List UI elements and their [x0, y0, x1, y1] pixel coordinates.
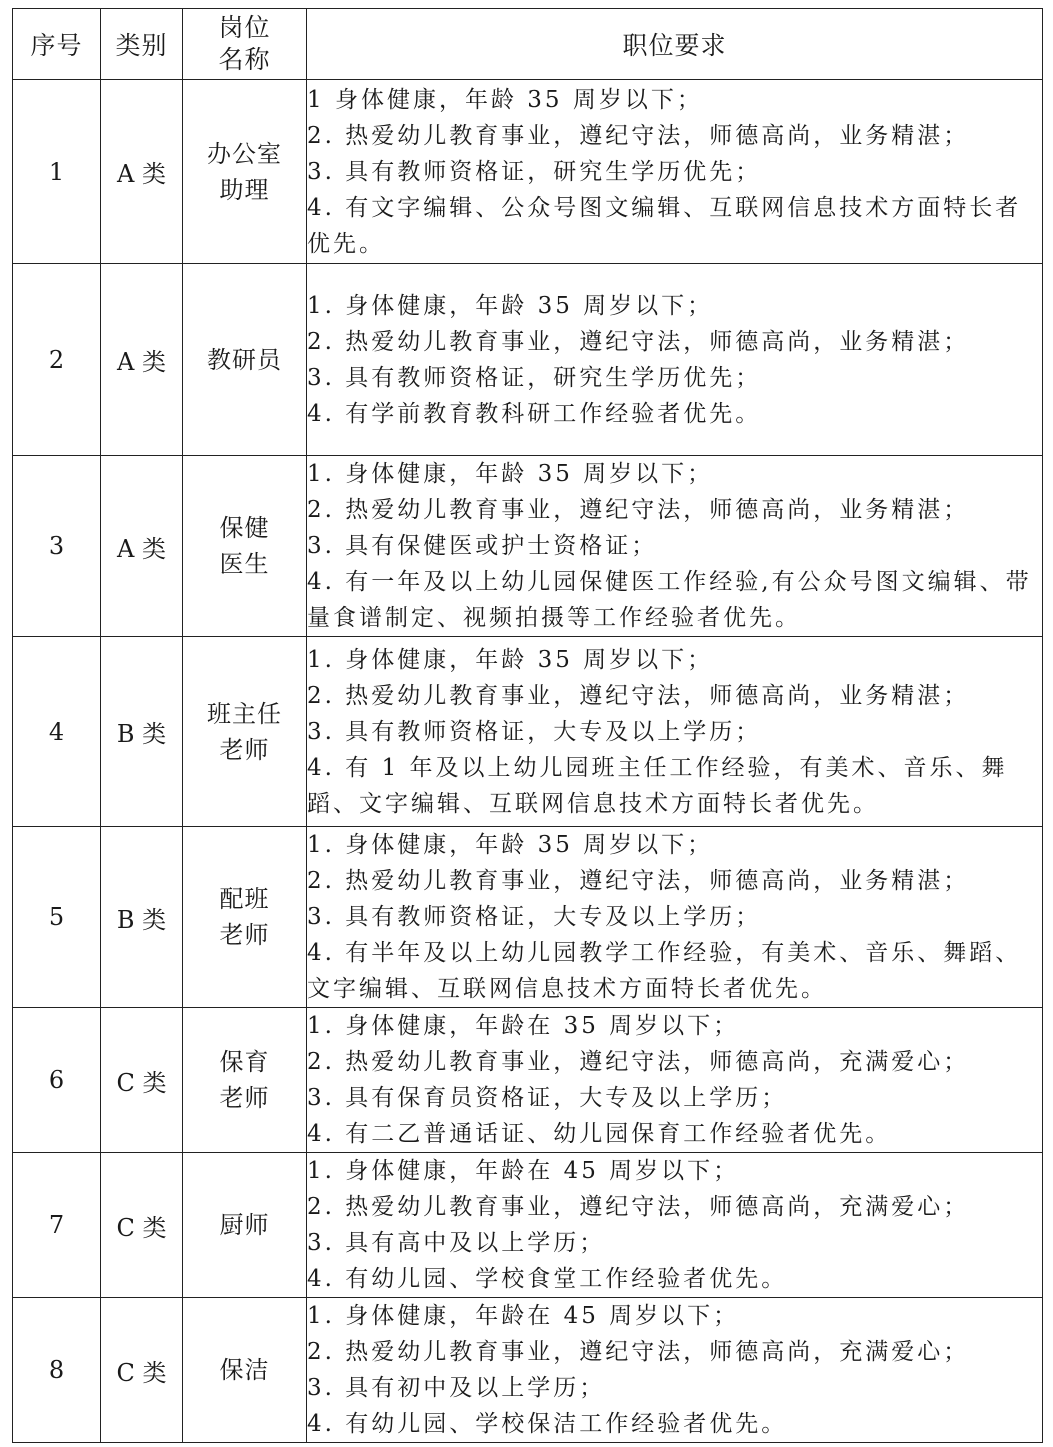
requirement-item: 1. 身体健康，年龄 35 周岁以下； — [307, 292, 714, 319]
position-name-cell — [183, 1153, 307, 1298]
position-name-cell — [183, 827, 307, 1008]
serial-number-cell: 8 — [13, 1298, 101, 1443]
table-row — [13, 827, 1043, 1008]
position-name-cell — [183, 80, 307, 264]
requirements-list — [307, 288, 1042, 432]
requirement-item: 2. 热爱幼儿教育事业，遵纪守法，师德高尚，业务精湛； — [307, 868, 970, 894]
header-position-name — [183, 9, 307, 80]
requirement-item: 2. 热爱幼儿教育事业，遵纪守法，师德高尚，充满爱心； — [307, 1049, 970, 1075]
requirement-item: 4. 有 1 年及以上幼儿园班主任工作经验，有美术、音乐、舞蹈、文字编辑、互联网信息技术方面特长者优先。 — [307, 754, 1008, 817]
table-header-row — [13, 9, 1043, 80]
position-name-cell — [183, 456, 307, 637]
category-cell: A 类 — [101, 80, 183, 264]
category-cell: C 类 — [101, 1153, 183, 1298]
position-name-line: 医生 — [219, 550, 270, 578]
requirements-list — [307, 1153, 1042, 1297]
requirement-item: 1 身体健康，年龄 35 周岁以下； — [307, 86, 703, 113]
requirement-item: 3. 具有初中及以上学历； — [307, 1375, 606, 1401]
requirements-cell — [307, 80, 1043, 264]
position-name-cell — [183, 264, 307, 456]
requirement-item: 1. 身体健康，年龄 35 周岁以下； — [307, 646, 714, 673]
category-cell: C 类 — [101, 1008, 183, 1153]
requirement-item: 4. 有幼儿园、学校食堂工作经验者优先。 — [307, 1266, 788, 1292]
position-name-line: 办公室 — [207, 139, 282, 168]
position-name-line: 保育 — [219, 1048, 270, 1076]
category-cell: A 类 — [101, 456, 183, 637]
requirements-cell — [307, 1298, 1043, 1443]
requirement-item: 3. 具有教师资格证，大专及以上学历； — [307, 718, 762, 745]
requirement-item: 1. 身体健康，年龄在 45 周岁以下； — [307, 1303, 740, 1329]
requirements-list — [307, 456, 1042, 636]
position-name-line: 厨师 — [219, 1211, 270, 1239]
position-name-line: 教研员 — [207, 345, 282, 374]
requirements-list — [307, 827, 1042, 1007]
job-requirements-table — [12, 8, 1043, 1443]
requirement-item: 1. 身体健康，年龄在 35 周岁以下； — [307, 1013, 740, 1039]
requirements-cell — [307, 264, 1043, 456]
header-position-name-line2: 名称 — [218, 45, 271, 74]
position-name-line: 老师 — [219, 921, 270, 949]
table-row — [13, 456, 1043, 637]
position-name-cell — [183, 637, 307, 827]
position-name-line: 配班 — [219, 885, 270, 913]
table-row — [13, 1008, 1043, 1153]
requirement-item: 3. 具有教师资格证，研究生学历优先； — [307, 158, 762, 185]
requirements-cell — [307, 827, 1043, 1008]
position-name-line: 保健 — [219, 514, 270, 542]
requirement-item: 4. 有半年及以上幼儿园教学工作经验，有美术、音乐、舞蹈、文字编辑、互联网信息技术方面特长者优先。 — [307, 940, 1022, 1002]
requirement-item: 3. 具有教师资格证，大专及以上学历； — [307, 904, 762, 930]
category-cell: C 类 — [101, 1298, 183, 1443]
table-row — [13, 1298, 1043, 1443]
requirement-item: 4. 有一年及以上幼儿园保健医工作经验,有公众号图文编辑、带量食谱制定、视频拍摄等工作经验者优先。 — [307, 569, 1032, 631]
requirement-item: 2. 热爱幼儿教育事业，遵纪守法，师德高尚，业务精湛； — [307, 122, 970, 149]
requirements-list — [307, 1008, 1042, 1152]
table-body — [13, 80, 1043, 1443]
category-cell: B 类 — [101, 827, 183, 1008]
requirement-item: 4. 有幼儿园、学校保洁工作经验者优先。 — [307, 1411, 788, 1437]
requirement-item: 1. 身体健康，年龄 35 周岁以下； — [307, 832, 714, 858]
position-name-line: 助理 — [219, 175, 270, 204]
table-row — [13, 264, 1043, 456]
serial-number-cell: 7 — [13, 1153, 101, 1298]
requirement-item: 3. 具有教师资格证，研究生学历优先； — [307, 364, 762, 391]
serial-number-cell: 5 — [13, 827, 101, 1008]
table-row — [13, 80, 1043, 264]
position-name-line: 保洁 — [219, 1356, 270, 1384]
position-name-line: 老师 — [219, 735, 270, 764]
position-name-line: 老师 — [219, 1084, 270, 1112]
category-cell: B 类 — [101, 637, 183, 827]
header-position-name-line1: 岗位 — [218, 13, 271, 42]
requirement-item: 2. 热爱幼儿教育事业，遵纪守法，师德高尚，业务精湛； — [307, 497, 970, 523]
requirement-item: 4. 有二乙普通话证、幼儿园保育工作经验者优先。 — [307, 1121, 892, 1147]
serial-number-cell: 2 — [13, 264, 101, 456]
serial-number-cell: 4 — [13, 637, 101, 827]
requirements-cell — [307, 1153, 1043, 1298]
requirement-item: 2. 热爱幼儿教育事业，遵纪守法，师德高尚，充满爱心； — [307, 1339, 970, 1365]
requirement-item: 1. 身体健康，年龄在 45 周岁以下； — [307, 1158, 740, 1184]
category-cell: A 类 — [101, 264, 183, 456]
requirement-item: 2. 热爱幼儿教育事业，遵纪守法，师德高尚，业务精湛； — [307, 682, 970, 709]
requirement-item: 4. 有学前教育教科研工作经验者优先。 — [307, 400, 762, 427]
header-serial-number: 序号 — [13, 9, 101, 80]
requirements-list — [307, 1298, 1042, 1442]
serial-number-cell: 1 — [13, 80, 101, 264]
requirement-item: 3. 具有保健医或护士资格证； — [307, 533, 658, 559]
job-requirements-table-wrapper — [12, 8, 1043, 1443]
requirement-item: 4. 有文字编辑、公众号图文编辑、互联网信息技术方面特长者优先。 — [307, 194, 1022, 257]
requirement-item: 2. 热爱幼儿教育事业，遵纪守法，师德高尚，充满爱心； — [307, 1194, 970, 1220]
requirements-cell — [307, 637, 1043, 827]
header-category: 类别 — [101, 9, 183, 80]
requirement-item: 3. 具有保育员资格证，大专及以上学历； — [307, 1085, 788, 1111]
header-requirements: 职位要求 — [307, 9, 1043, 80]
table-row — [13, 637, 1043, 827]
requirements-list — [307, 642, 1042, 822]
requirement-item: 2. 热爱幼儿教育事业，遵纪守法，师德高尚，业务精湛； — [307, 328, 970, 355]
requirements-cell — [307, 1008, 1043, 1153]
table-row — [13, 1153, 1043, 1298]
requirements-list — [307, 82, 1042, 262]
requirements-cell — [307, 456, 1043, 637]
serial-number-cell: 3 — [13, 456, 101, 637]
requirement-item: 1. 身体健康，年龄 35 周岁以下； — [307, 461, 714, 487]
position-name-cell — [183, 1008, 307, 1153]
position-name-line: 班主任 — [207, 699, 282, 728]
serial-number-cell: 6 — [13, 1008, 101, 1153]
position-name-cell — [183, 1298, 307, 1443]
requirement-item: 3. 具有高中及以上学历； — [307, 1230, 606, 1256]
